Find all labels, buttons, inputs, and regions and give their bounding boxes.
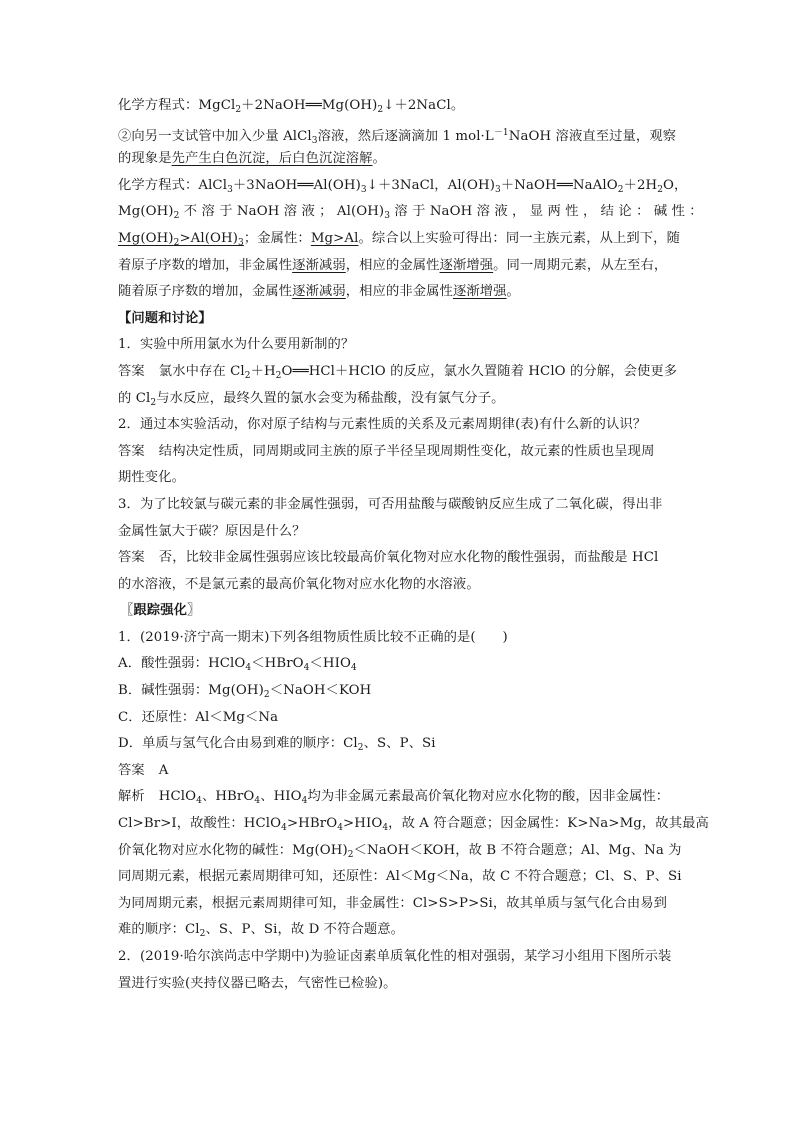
option-d: D．单质与氢气化合由易到难的顺序：$Cl_2$、S、P、Si	[118, 736, 436, 754]
text-line: 期性变化。	[118, 470, 185, 486]
section-heading-discussion: 【问题和讨论】	[118, 310, 212, 326]
answer-label: 答案	[118, 762, 145, 778]
text-line: 的水溶液，不是氯元素的最高价氧化物对应水化物的水溶液。	[118, 576, 480, 592]
answer-label: 答案	[118, 550, 145, 566]
underlined-answer: $Mg(OH)_2>Al(OH)_3$	[118, 230, 244, 248]
exercise-2: 2．(2019·哈尔滨尚志中学期中)为验证卤素单质氧化性的相对强弱，某学习小组用下图所示装	[118, 949, 672, 964]
text-line: ②向另一支试管中加入少量 AlCl$_3$溶液，然后逐滴滴加 1 $mol\cdot L^{-1}NaOH$ 溶液直至过量，观察	[118, 127, 677, 146]
text-line: 的现象是先产生白色沉淀，后白色沉淀溶解。	[118, 151, 386, 167]
exercise-1-analysis: 解析 HClO$_4$、HBrO$_4$、$HIO_4$均为非金属元素最高价氧化物对应水化物的酸，因非金属性：	[118, 789, 670, 807]
question-1: 1．实验中所用氯水为什么要用新制的？	[118, 337, 355, 353]
option-c: C．还原性：Al＜Mg＜Na	[118, 709, 279, 725]
underlined-answer: 逐渐增强	[439, 257, 494, 273]
text-line: $Mg(OH)_2>Al(OH)_3$；金属性：Mg>Al。综合以上实验可得出：同一主族元素，从上到下，随	[118, 230, 680, 248]
section-heading-follow-up: 〖跟踪强化〗	[120, 603, 201, 619]
text-line: 化学方程式：$AlCl_3+3NaOH══Al(OH)_3↓+3NaCl$，$Al(OH)_3+NaOH══NaAlO_2+2H_2O$，	[118, 177, 688, 195]
underlined-answer: Mg>Al	[310, 230, 359, 246]
exercise-1: 1．(2019·济宁高一期末)下列各组物质性质比较不正确的是( )	[118, 629, 508, 645]
text-line: 同周期元素，根据元素周期律可知，还原性：Al＜Mg＜Na，故 C 不符合题意；Cl、S、P、Si	[118, 869, 682, 885]
text-line: $Mg(OH)_2$ 不 溶 于 NaOH 溶 液 ； $Al(OH)_3$ 溶 于 NaOH 溶 液 ， 显 两 性 ， 结 论 ： 碱 性 ：	[118, 204, 703, 222]
text-line: 置进行实验(夹持仪器已略去，气密性已检验)。	[118, 975, 397, 991]
underlined-answer: 逐渐减弱	[292, 284, 346, 300]
underlined-answer: 逐渐增强	[452, 284, 507, 300]
question-2: 2．通过本实验活动，你对原子结构与元素性质的关系及元素周期律(表)有什么新的认识？	[118, 417, 647, 433]
text-line: 难的顺序：$Cl_2$、S、P、Si，故 D 不符合题意。	[118, 922, 405, 940]
text-line: 为同周期元素，根据元素周期律可知，非金属性：Cl>S>P>Si，故其单质与氢气化合由易到	[118, 895, 668, 911]
text-line: 的 $Cl_2$与水反应，最终久置的氯水会变为稀盐酸，没有氯气分子。	[118, 390, 505, 408]
text-line: 随着原子序数的增加，金属性逐渐减弱，相应的非金属性逐渐增强。	[118, 284, 520, 300]
text-line: 价氧化物对应水化物的碱性：$Mg(OH)_2<NaOH<KOH$，故 B 不符合题意；Al、Mg、Na 为	[118, 842, 682, 860]
question-3: 3．为了比较氯与碳元素的非金属性强弱，可否用盐酸与碳酸钠反应生成了二氧化碳，得出非	[118, 496, 663, 512]
answer-label: 答案	[118, 363, 145, 379]
text-line: Cl>Br>I，故酸性：$HClO_4>HBrO_4>HIO_4$，故 A 符合题意；因金属性：K>Na>Mg，故其最高	[118, 816, 709, 834]
option-a: A．酸性强弱：$HClO_4<HBrO_4<HIO_4$	[118, 656, 357, 674]
document-page	[118, 93, 709, 997]
text-line: 着原子序数的增加，非金属性逐渐减弱，相应的金属性逐渐增强。同一周期元素，从左至右，	[118, 257, 668, 273]
answer-label: 答案	[118, 443, 145, 459]
answer-2: 答案 结构决定性质，同周期或同主族的原子半径呈现周期性变化，故元素的性质也呈现周	[118, 443, 655, 459]
underlined-answer: 先产生白色沉淀，后白色沉淀溶解	[171, 151, 373, 167]
answer-3: 答案 否，比较非金属性强弱应该比较最高价氧化物对应水化物的酸性强弱，而盐酸是 HCl	[118, 550, 659, 566]
analysis-label: 解析	[118, 789, 145, 805]
underlined-answer: 逐渐减弱	[292, 257, 346, 273]
exercise-1-answer: 答案 A	[118, 762, 169, 778]
text-line: 化学方程式：$MgCl_2+2NaOH══Mg(OH)_2↓+2NaCl$。	[118, 98, 465, 115]
answer-1: 答案 氯水中存在 $Cl_2+H_2O══HCl+HClO$ 的反应，氯水久置随着 HClO 的分解，会使更多	[118, 363, 678, 381]
option-b: B．碱性强弱：$Mg(OH)_2<NaOH<KOH$	[118, 683, 372, 701]
text-line: 金属性氯大于碳？原因是什么？	[118, 523, 306, 539]
